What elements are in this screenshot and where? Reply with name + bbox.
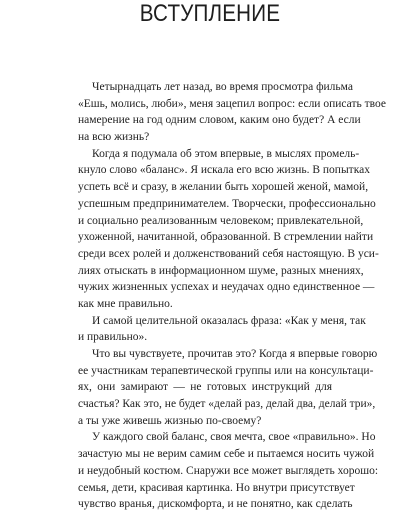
text-line: ях, они замирают — не готовых инструкций для [78,381,332,394]
chapter-title: ВСТУПЛЕНИЕ [139,0,281,27]
text-line: успеть всё и сразу, в желании быть хорошей женой, мамой, [78,181,369,194]
text-line: и правильно». [78,331,148,344]
text-line: кнуло слово «баланс». Я искала его всю жизнь. В попытках [78,164,370,177]
text-line: Что вы чувствуете, прочитав это? Когда я впервые говорю [92,348,378,360]
text-line: Четырнадцать лет назад, во время просмотра фильма [92,81,353,93]
text-line: зачастую мы не верим самим себе и пытаемся носить чужой [78,448,375,461]
text-line: ее участникам терапевтической группы или на консультаци- [78,364,374,377]
text-line: чужих жизненных успехах и неудачах одно единственное — [78,281,375,294]
text-line: и неудобный костюм. Снаружи все может выглядеть хорошо: [78,464,379,477]
text-line: чувство вранья, дискомфорта, и не понятно, как сделать [78,498,353,511]
text-line: ухоженной, начитанной, образованной. В стремлении найти [78,231,374,244]
text-line: намерение на год одним словом, каким оно будет? А если [78,114,361,127]
text-line: а ты уже живешь жизнью по-своему? [78,414,262,427]
text-line: Когда я подумала об этом впервые, в мыслях промель- [92,147,360,160]
text-line: и социально реализованным человеком; привлекательной, [78,214,364,227]
text-line: на всю жизнь? [78,131,150,144]
text-line: У каждого свой баланс, своя мечта, свое «правильно». Но [92,431,376,444]
text-line: «Ешь, молись, люби», меня зацепил вопрос: если описать твое [78,97,386,110]
body-text [78,79,386,513]
text-line: лиях отыскать в информационном шуме, разных мнениях, [78,264,364,277]
text-line: среди всех ролей и долженствований себя настоящую. В уси- [78,247,379,260]
text-line: семья, дети, красивая картинка. Но внутри присутствует [78,481,355,494]
text-line: как мне правильно. [78,297,173,310]
text-line: И самой целительной оказалась фраза: «Как у меня, так [92,314,366,327]
text-line: счастья? Как это, не будет «делай раз, делай два, делай три», [78,398,376,411]
text-line: успешным предпринимателем. Творчески, профессионально [78,197,376,210]
